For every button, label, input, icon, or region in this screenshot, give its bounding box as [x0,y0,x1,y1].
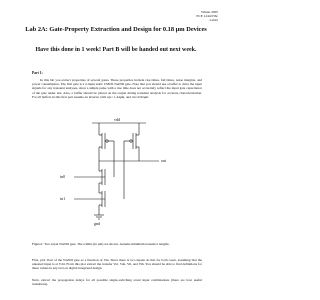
part-label: Part 1: [32,71,43,75]
header-lab: Lab2a [209,18,218,23]
header-info [196,10,218,23]
delay-paragraph: Next, extract the propagation delays for all possible single-switching event input combinations (there are four useful transitions). [32,278,202,287]
header-course: ECE 124d/256c [196,14,218,19]
label-in0: in0 [60,174,66,179]
label-gnd: gnd [94,221,100,226]
label-out: out [161,158,167,163]
page-title: Lab 2A: Gate-Property Extraction and Design for 0.18 μm Devices [25,26,207,33]
page-subtitle: Have this done in 1 week! Part B will be handed out next week. [35,47,197,53]
analysis-paragraph: First, plot Vout of the NAND gate as a function of Vin. Since there is two inputs do this for both cases, assuming that the untested input is at Vdd. From this plot extract the transfer Vol, Voh, Vil, and Vih. You should be able to find definitions for these values in any text on digital integrated design. [32,258,202,271]
header-date: Winter 2005 [201,10,218,14]
label-vdd: vdd [114,117,120,122]
label-in1: in1 [60,196,66,201]
figure-caption: Figure1: Two-input NAND gate. The widths (in μm) are shown. Assume minimum transistor lengths. [32,242,170,246]
nand-gate-schematic [54,115,184,230]
schematic-svg [54,115,184,230]
intro-paragraph: In this lab you extract properties of several gates. These properties include rise times, fall times, noise margins, and power consumption. The first gate is a 2-input static CMOS NAND gate. Note that you should use a buffer to drive the input signals for any transient analyses, since a simple pulse with a rise time does not accurately reflect the input gate capacitance of the gate under test. Also, a buffer should be placed on the output during transient analysis for accurate characterization. For all buffers in this first part assume an inverter with wp= 1.44μm, and wn=0.92μm. [32,78,202,99]
